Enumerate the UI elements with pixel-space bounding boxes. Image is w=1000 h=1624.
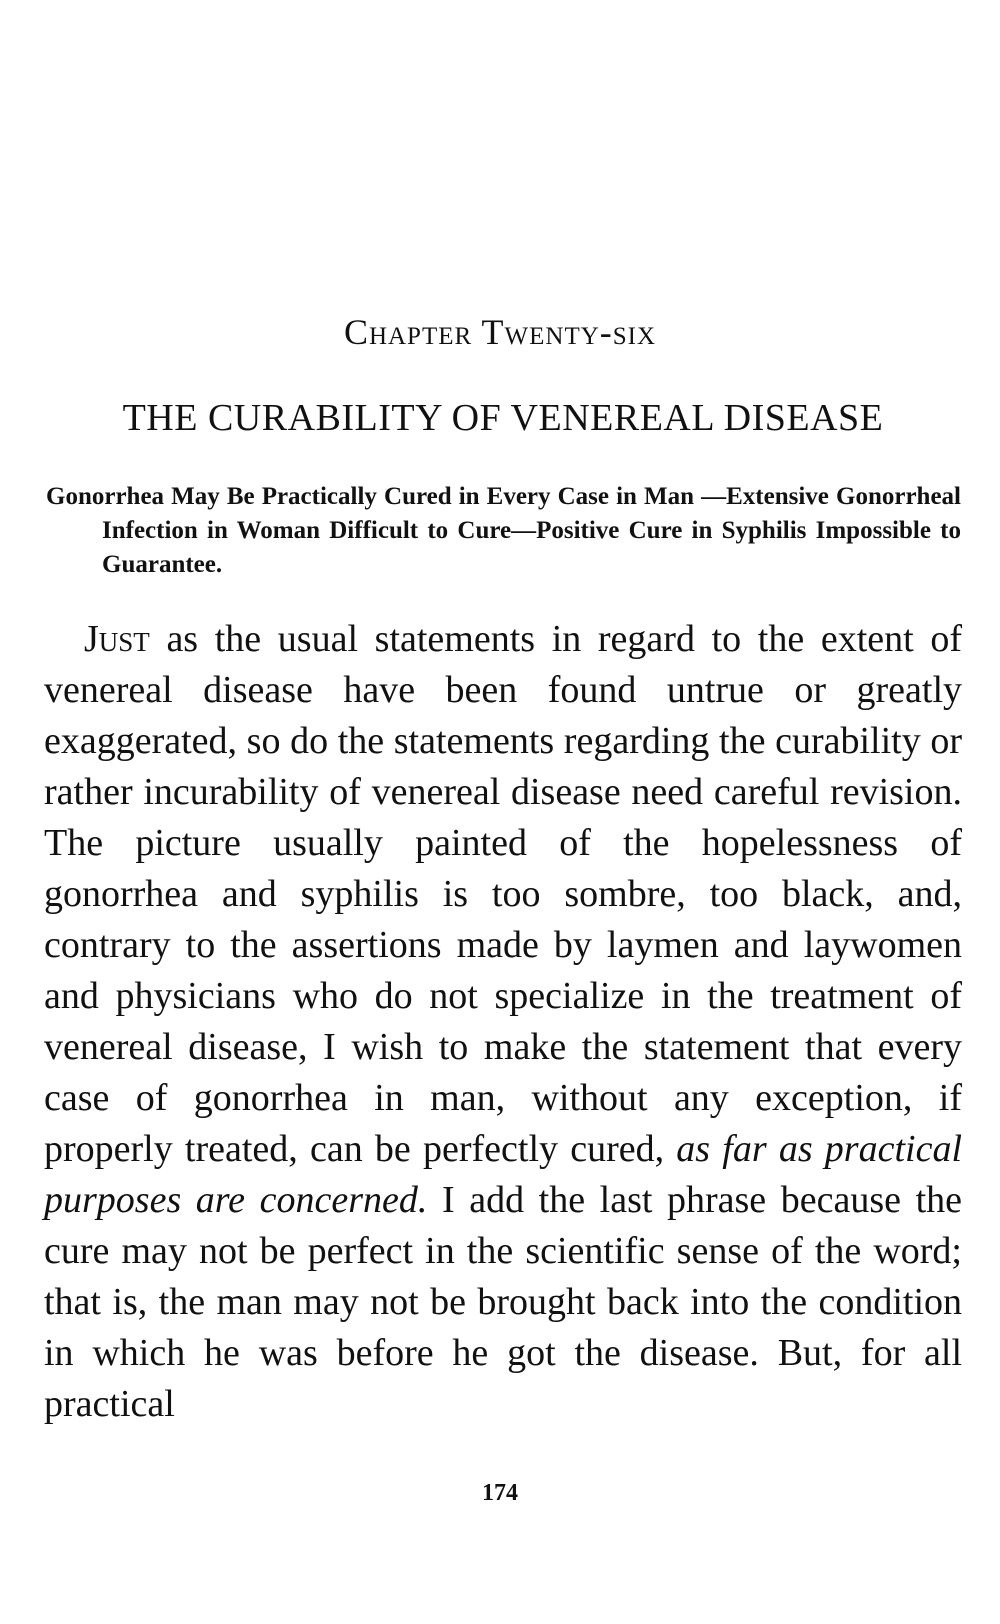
- body-paragraph: [44, 614, 962, 1430]
- page-number: 174: [482, 1480, 518, 1506]
- body-text-part-1: as the usual statements in regard to the extent of venereal disease have been found untrue or greatly exaggerated, so do the statements regarding the curability or rather incurability of venereal disease need careful revision. The picture usually painted of the hopelessness of gonorrhea and syphilis is too sombre, too black, and, contrary to the assertions made by laymen and laywomen and physicians who do not specialize in the treatment of venereal disease, I wish to make the statement that every case of gonorrhea in man, without any exception, if properly treated, can be perfectly cured,: [44, 618, 962, 1170]
- lead-in-word: Just: [84, 618, 150, 660]
- chapter-title: THE CURABILITY OF VENEREAL DISEASE: [122, 397, 884, 439]
- body-text: [44, 614, 962, 1430]
- chapter-summary: Gonorrhea May Be Practically Cured in Every Case in Man —Extensive Gonorrheal Infection in Woman Difficult to Cure—Positive Cure in Syphilis Impossible to Guarantee.: [46, 483, 961, 578]
- body-text-part-2: I add the last phrase because the cure may not be perfect in the scientific sense of the word; that is, the man may not be brought back into the condition in which he was before he got the disease. But, for all practical: [44, 1179, 962, 1425]
- emphasized-phrase: as far as practical purposes are concerned.: [44, 1128, 963, 1221]
- chapter-label: Chapter Twenty-six: [343, 312, 657, 352]
